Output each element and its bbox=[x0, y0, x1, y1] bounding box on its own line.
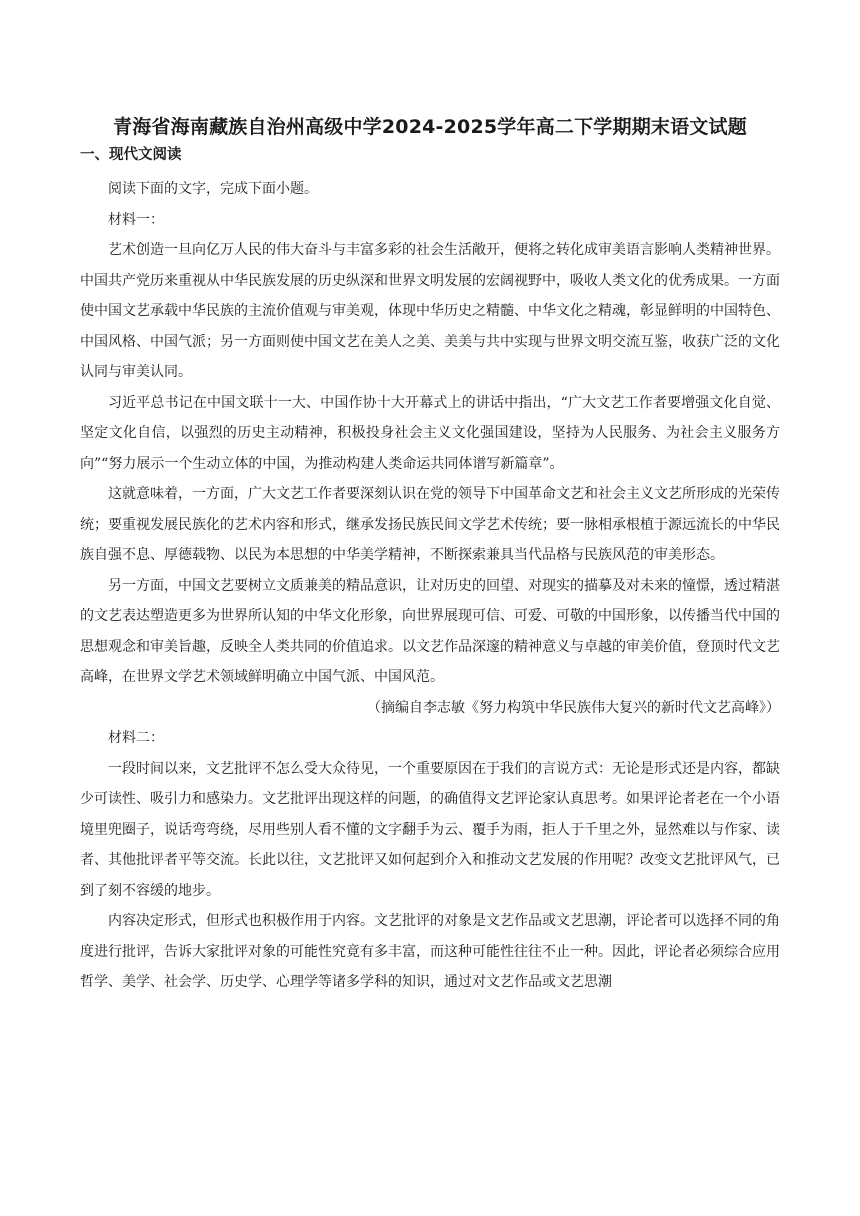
document-page bbox=[80, 112, 780, 998]
material-two-label: 材料二： bbox=[108, 730, 164, 746]
instruction-text: 阅读下面的文字，完成下面小题。 bbox=[108, 181, 318, 197]
section-heading: 一、现代文阅读 bbox=[80, 147, 182, 163]
material-one-paragraph-1: 艺术创造一旦向亿万人民的伟大奋斗与丰富多彩的社会生活敞开，便将之转化成审美语言影响人类精神世界。中国共产党历来重视从中华民族发展的历史纵深和世界文明发展的宏阔视野中，吸收人类文化的优秀成果。一方面使中国文艺承载中华民族的主流价值观与审美观，体现中华历史之精髓、中华文化之精魂，彰显鲜明的中国特色、中国风格、中国气派；另一方面则使中国文艺在美人之美、美美与共中实现与世界文明交流互鉴，收获广泛的文化认同与审美认同。 bbox=[80, 242, 780, 380]
material-one-paragraph-4: 另一方面，中国文艺要树立文质兼美的精品意识，让对历史的回望、对现实的描摹及对未来的憧憬，透过精湛的文艺表达塑造更多为世界所认知的中华文化形象，向世界展现可信、可爱、可敬的中国形象，以传播当代中国的思想观念和审美旨趣，反映全人类共同的价值追求。以文艺作品深邃的精神意义与卓越的审美价值，登顶时代文艺高峰，在世界文学艺术领域鲜明确立中国气派、中国风范。 bbox=[80, 577, 780, 685]
material-one-paragraph-3: 这就意味着，一方面，广大文艺工作者要深刻认识在党的领导下中国革命文艺和社会主义文艺所形成的光荣传统；要重视发展民族化的艺术内容和形式，继承发扬民族民间文学艺术传统；要一脉相承根植于源远流长的中华民族自强不息、厚德载物、以民为本思想的中华美学精神，不断探索兼具当代品格与民族风范的审美形态。 bbox=[80, 486, 780, 563]
material-one-source: （摘编自李志敏《努力构筑中华民族伟大复兴的新时代文艺高峰》） bbox=[367, 699, 780, 716]
document-title: 青海省海南藏族自治州高级中学2024-2025学年高二下学期期末语文试题 bbox=[113, 116, 747, 138]
material-one-paragraph-2: 习近平总书记在中国文联十一大、中国作协十大开幕式上的讲话中指出，“广大文艺工作者要增强文化自觉、坚定文化自信，以强烈的历史主动精神，积极投身社会主义文化强国建设，坚持为人民服务、为社会主义服务方向”“努力展示一个生动立体的中国，为推动构建人类命运共同体谱写新篇章”。 bbox=[80, 394, 780, 472]
material-one-label: 材料一： bbox=[108, 211, 164, 228]
material-two-paragraph-2: 内容决定形式，但形式也积极作用于内容。文艺批评的对象是文艺作品或文艺思潮，评论者可以选择不同的角度进行批评，告诉大家批评对象的可能性究竟有多丰富，而这种可能性往往不止一种。因此，评论者必须综合应用哲学、美学、社会学、历史学、心理学等诸多学科的知识，通过对文艺作品或文艺思潮 bbox=[80, 913, 780, 990]
material-two-paragraph-1: 一段时间以来，文艺批评不怎么受大众待见，一个重要原因在于我们的言说方式：无论是形式还是内容，都缺少可读性、吸引力和感染力。文艺批评出现这样的问题，的确值得文艺评论家认真思考。如果评论者老在一个小语境里兜圈子，说话弯弯绕，尽用些别人看不懂的文字翻手为云、覆手为雨，拒人于千里之外，显然难以与作家、读者、其他批评者平等交流。长此以往，文艺批评又如何起到介入和推动文艺发展的作用呢？改变文艺批评风气，已到了刻不容缓的地步。 bbox=[80, 760, 780, 899]
